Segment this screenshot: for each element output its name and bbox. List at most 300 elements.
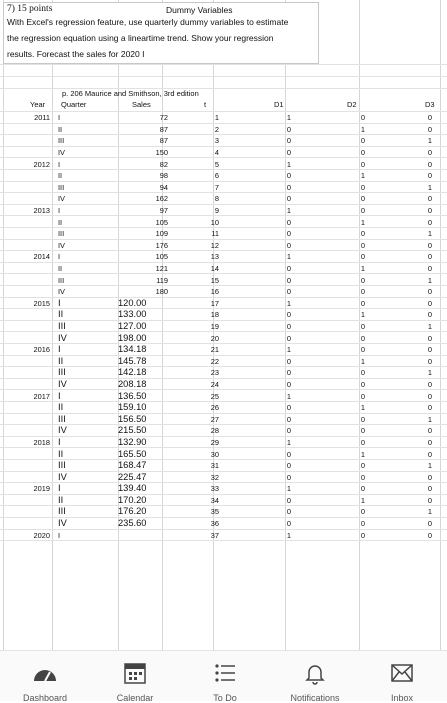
cell-quarter[interactable]: II — [58, 494, 64, 505]
cell-t[interactable]: 5 — [214, 159, 219, 169]
grid-line — [0, 436, 447, 437]
cell-sales[interactable]: 180 — [155, 287, 168, 297]
cell-t[interactable]: 11 — [211, 229, 219, 239]
cell-t[interactable]: 20 — [210, 333, 219, 343]
cell-quarter[interactable]: II — [58, 124, 63, 134]
cell-d1[interactable]: 1 — [286, 159, 291, 169]
cell-t[interactable]: 29 — [210, 437, 219, 447]
cell-quarter[interactable]: III — [58, 136, 65, 146]
cell-sales[interactable]: 225.47 — [118, 471, 147, 482]
cell-d3[interactable]: 0 — [427, 310, 432, 320]
cell-t[interactable]: 8 — [214, 194, 219, 204]
grid-line — [0, 413, 447, 414]
cell-d3[interactable]: 0 — [427, 403, 432, 413]
cell-year[interactable]: 2018 — [33, 437, 50, 447]
cell-d3[interactable]: 0 — [427, 495, 432, 505]
cell-quarter[interactable]: II — [58, 171, 63, 181]
cell-sales[interactable]: 98 — [159, 171, 168, 181]
cell-d1[interactable]: 1 — [286, 298, 291, 308]
cell-quarter[interactable]: III — [58, 460, 66, 471]
cell-d2[interactable]: 0 — [360, 113, 365, 123]
cell-quarter[interactable]: IV — [58, 332, 67, 343]
cell-year[interactable]: 2011 — [34, 113, 50, 123]
cell-sales[interactable]: 82 — [159, 159, 168, 169]
cell-t[interactable]: 3 — [214, 136, 219, 146]
cell-d1[interactable]: 0 — [286, 472, 291, 482]
cell-d2[interactable]: 0 — [360, 333, 365, 343]
cell-sales[interactable]: 136.50 — [118, 390, 147, 401]
cell-t[interactable]: 35 — [210, 507, 219, 517]
nav-inbox-label: Inbox — [390, 693, 414, 703]
cell-sales[interactable]: 105 — [155, 217, 168, 227]
cell-d3[interactable]: 0 — [427, 298, 432, 308]
cell-d2[interactable]: 0 — [360, 530, 365, 540]
cell-d1[interactable]: 0 — [286, 240, 291, 250]
cell-d2[interactable]: 0 — [360, 194, 365, 204]
cell-sales[interactable]: 139.40 — [118, 483, 147, 494]
cell-d1[interactable]: 0 — [286, 264, 291, 274]
cell-sales[interactable]: 132.90 — [118, 436, 147, 447]
grid-line — [440, 0, 441, 650]
cell-d1[interactable]: 0 — [286, 321, 291, 331]
problem-statement-box — [3, 2, 319, 64]
cell-t[interactable]: 24 — [210, 379, 219, 389]
cell-d3[interactable]: 1 — [427, 461, 432, 471]
cell-d1[interactable]: 0 — [286, 333, 291, 343]
cell-d3[interactable]: 0 — [427, 426, 432, 436]
grid-line — [0, 204, 447, 205]
cell-quarter[interactable]: I — [58, 436, 61, 447]
cell-sales[interactable]: 72 — [159, 113, 168, 123]
cell-d3[interactable]: 0 — [427, 240, 432, 250]
cell-d3[interactable]: 0 — [427, 437, 432, 447]
cell-quarter[interactable]: IV — [58, 194, 65, 204]
cell-quarter[interactable]: III — [58, 506, 66, 517]
cell-year[interactable]: 2020 — [33, 530, 50, 540]
cell-t[interactable]: 26 — [210, 403, 219, 413]
problem-line-2: the regression equation using a lineartime trend. Show your regression — [7, 33, 274, 43]
cell-d2[interactable]: 0 — [360, 391, 365, 401]
cell-d3[interactable]: 1 — [427, 507, 432, 517]
cell-t[interactable]: 19 — [210, 321, 219, 331]
cell-sales[interactable]: 145.78 — [118, 355, 147, 366]
cell-sales[interactable]: 150 — [155, 148, 168, 158]
grid-line — [0, 308, 447, 309]
cell-t[interactable]: 4 — [214, 148, 219, 158]
grid-line — [0, 227, 447, 228]
col-header-quarter: Quarter — [61, 100, 87, 109]
cell-d2[interactable]: 1 — [360, 171, 365, 181]
cell-quarter[interactable]: III — [58, 413, 66, 424]
grid-line — [0, 273, 447, 274]
cell-sales[interactable]: 198.00 — [118, 332, 147, 343]
cell-sales[interactable]: 119 — [156, 275, 168, 285]
cell-sales[interactable]: 208.18 — [118, 378, 147, 389]
cell-d1[interactable]: 0 — [286, 194, 291, 204]
cell-d2[interactable]: 0 — [360, 379, 365, 389]
grid-line — [0, 355, 447, 356]
grid-line — [0, 378, 447, 379]
todo-list-icon — [213, 661, 237, 685]
cell-t[interactable]: 1 — [214, 113, 219, 123]
cell-t[interactable]: 13 — [210, 252, 219, 262]
cell-quarter[interactable]: II — [58, 309, 64, 320]
cell-d1[interactable]: 1 — [286, 437, 291, 447]
cell-d2[interactable]: 0 — [360, 426, 365, 436]
cell-d2[interactable]: 1 — [360, 449, 365, 459]
grid-line — [0, 331, 447, 332]
grid-line — [0, 459, 447, 460]
grid-line — [0, 447, 447, 448]
cell-d2[interactable]: 0 — [360, 206, 365, 216]
cell-sales[interactable]: 168.47 — [118, 460, 147, 471]
cell-d3[interactable]: 0 — [427, 379, 432, 389]
cell-year[interactable]: 2019 — [33, 484, 50, 494]
grid-line — [0, 239, 447, 240]
grid-line — [0, 540, 447, 541]
cell-d2[interactable]: 0 — [360, 461, 365, 471]
cell-sales[interactable]: 109 — [155, 229, 168, 239]
cell-d3[interactable]: 0 — [427, 124, 432, 134]
cell-t[interactable]: 36 — [210, 519, 219, 529]
cell-t[interactable]: 7 — [214, 182, 219, 192]
cell-d1[interactable]: 0 — [286, 495, 291, 505]
cell-year[interactable]: 2014 — [33, 252, 50, 262]
cell-d2[interactable]: 0 — [360, 472, 365, 482]
cell-sales[interactable]: 215.50 — [118, 425, 147, 436]
cell-d3[interactable]: 0 — [427, 519, 432, 529]
cell-d2[interactable]: 0 — [360, 437, 365, 447]
cell-d1[interactable]: 0 — [286, 136, 291, 146]
cell-d3[interactable]: 1 — [427, 321, 432, 331]
cell-year[interactable]: 2015 — [33, 298, 50, 308]
cell-d1[interactable]: 0 — [286, 171, 291, 181]
cell-d2[interactable]: 0 — [360, 321, 365, 331]
cell-d1[interactable]: 0 — [286, 403, 291, 413]
cell-sales[interactable]: 134.18 — [118, 344, 147, 355]
problem-line-3: results. Forecast the sales for 2020 I — [7, 49, 145, 59]
cell-d1[interactable]: 0 — [286, 148, 291, 158]
cell-d3[interactable]: 0 — [427, 159, 432, 169]
cell-sales[interactable]: 176 — [155, 240, 168, 250]
cell-sales[interactable]: 156.50 — [118, 413, 147, 424]
cell-d1[interactable]: 0 — [286, 124, 291, 134]
cell-quarter[interactable]: I — [58, 159, 61, 169]
cell-quarter[interactable]: IV — [58, 287, 65, 297]
cell-quarter[interactable]: II — [58, 402, 64, 413]
cell-year[interactable]: 2013 — [33, 206, 50, 216]
cell-d2[interactable]: 1 — [360, 403, 365, 413]
cell-t[interactable]: 9 — [214, 206, 219, 216]
cell-quarter[interactable]: II — [58, 264, 63, 274]
cell-quarter[interactable]: I — [58, 252, 61, 262]
col-header-year: Year — [30, 100, 46, 109]
grid-line — [0, 134, 447, 135]
inbox-icon — [390, 661, 414, 685]
cell-sales[interactable]: 97 — [159, 206, 168, 216]
cell-d1[interactable]: 1 — [286, 345, 291, 355]
cell-t[interactable]: 25 — [210, 391, 219, 401]
cell-d1[interactable]: 0 — [286, 356, 291, 366]
cell-quarter[interactable]: I — [58, 483, 61, 494]
grid-line — [0, 76, 447, 77]
col-header-d1: D1 — [274, 100, 284, 109]
cell-sales[interactable]: 121 — [155, 264, 168, 274]
calendar-icon — [123, 661, 147, 685]
grid-line — [0, 146, 447, 147]
cell-sales[interactable]: 87 — [159, 136, 168, 146]
grid-line — [0, 192, 447, 193]
cell-d3[interactable]: 1 — [427, 414, 432, 424]
cell-t[interactable]: 30 — [210, 449, 219, 459]
cell-d3[interactable]: 0 — [427, 287, 432, 297]
cell-d1[interactable]: 0 — [286, 507, 291, 517]
cell-quarter[interactable]: III — [58, 367, 66, 378]
cell-sales[interactable]: 176.20 — [118, 506, 147, 517]
cell-d3[interactable]: 0 — [427, 252, 432, 262]
cell-quarter[interactable]: I — [58, 390, 61, 401]
cell-t[interactable]: 22 — [210, 356, 219, 366]
cell-d2[interactable]: 0 — [360, 275, 365, 285]
cell-t[interactable]: 27 — [210, 414, 219, 424]
nav-inbox[interactable] — [357, 651, 447, 701]
cell-d3[interactable]: 0 — [427, 391, 432, 401]
cell-t[interactable]: 10 — [210, 217, 219, 227]
cell-d1[interactable]: 1 — [286, 113, 291, 123]
cell-d2[interactable]: 1 — [360, 310, 365, 320]
cell-t[interactable]: 6 — [214, 171, 219, 181]
cell-sales[interactable]: 133.00 — [118, 309, 147, 320]
cell-year[interactable]: 2012 — [33, 159, 50, 169]
cell-quarter[interactable]: III — [58, 229, 65, 239]
cell-d3[interactable]: 0 — [427, 356, 432, 366]
source-citation: p. 206 Maurice and Smithson, 3rd edition — [62, 89, 199, 98]
grid-line — [0, 157, 447, 158]
cell-t[interactable]: 12 — [210, 240, 219, 250]
cell-d1[interactable]: 0 — [286, 287, 291, 297]
grid-line — [0, 482, 447, 483]
cell-d2[interactable]: 0 — [360, 240, 365, 250]
grid-line — [0, 401, 447, 402]
cell-t[interactable]: 28 — [210, 426, 219, 436]
bell-icon — [303, 661, 327, 685]
grid-line — [0, 389, 447, 390]
cell-d2[interactable]: 0 — [360, 287, 365, 297]
problem-line-1: With Excel's regression feature, use quarterly dummy variables to estimate — [7, 17, 289, 27]
cell-sales[interactable]: 105 — [155, 252, 168, 262]
cell-quarter[interactable]: IV — [58, 518, 67, 529]
cell-d3[interactable]: 0 — [427, 206, 432, 216]
nav-dashboard[interactable] — [0, 651, 90, 701]
cell-d2[interactable]: 1 — [360, 356, 365, 366]
cell-d2[interactable]: 1 — [360, 264, 365, 274]
cell-d3[interactable]: 0 — [427, 484, 432, 494]
grid-line — [0, 494, 447, 495]
grid-line — [0, 250, 447, 251]
cell-t[interactable]: 37 — [210, 530, 219, 540]
nav-calendar-label: Calendar — [116, 693, 154, 703]
data-table — [0, 112, 432, 541]
cell-d3[interactable]: 1 — [427, 229, 432, 239]
cell-d1[interactable]: 1 — [286, 530, 291, 540]
cell-d1[interactable]: 0 — [286, 426, 291, 436]
cell-d2[interactable]: 0 — [360, 414, 365, 424]
cell-d3[interactable]: 0 — [427, 345, 432, 355]
grid-line — [0, 529, 447, 530]
cell-t[interactable]: 23 — [210, 368, 219, 378]
grid-line — [0, 471, 447, 472]
cell-t[interactable]: 2 — [214, 124, 219, 134]
grid-line — [0, 123, 447, 124]
cell-sales[interactable]: 235.60 — [118, 518, 147, 529]
grid-line — [0, 215, 447, 216]
cell-year[interactable]: 2016 — [33, 345, 50, 355]
grid-line — [0, 181, 447, 182]
problem-points: 7) 15 points — [7, 4, 53, 14]
grid-line — [0, 505, 447, 506]
cell-sales[interactable]: 142.18 — [118, 367, 147, 378]
cell-d1[interactable]: 0 — [286, 310, 291, 320]
cell-t[interactable]: 14 — [210, 264, 219, 274]
cell-quarter[interactable]: II — [58, 355, 64, 366]
cell-t[interactable]: 34 — [210, 495, 219, 505]
grid-line — [0, 262, 447, 263]
cell-d3[interactable]: 1 — [427, 368, 432, 378]
grid-line — [0, 285, 447, 286]
cell-d1[interactable]: 0 — [286, 449, 291, 459]
cell-d3[interactable]: 0 — [427, 171, 432, 181]
cell-quarter[interactable]: I — [58, 344, 61, 355]
cell-d1[interactable]: 0 — [286, 217, 291, 227]
nav-calendar[interactable] — [90, 651, 180, 701]
col-header-d2: D2 — [347, 100, 357, 109]
cell-d1[interactable]: 0 — [286, 414, 291, 424]
cell-quarter[interactable]: IV — [58, 240, 65, 250]
cell-d2[interactable]: 0 — [360, 519, 365, 529]
cell-d2[interactable]: 1 — [360, 495, 365, 505]
cell-sales[interactable]: 170.20 — [118, 494, 147, 505]
cell-d2[interactable]: 0 — [360, 368, 365, 378]
cell-d1[interactable]: 0 — [286, 368, 291, 378]
cell-d1[interactable]: 0 — [286, 275, 291, 285]
cell-d2[interactable]: 0 — [360, 345, 365, 355]
cell-d3[interactable]: 0 — [427, 530, 432, 540]
nav-todo[interactable] — [180, 651, 270, 701]
cell-d2[interactable]: 0 — [360, 159, 365, 169]
cell-t[interactable]: 21 — [210, 345, 219, 355]
cell-d2[interactable]: 0 — [360, 136, 365, 146]
cell-quarter[interactable]: III — [58, 320, 66, 331]
cell-d2[interactable]: 0 — [360, 148, 365, 158]
cell-d1[interactable]: 0 — [286, 379, 291, 389]
cell-d3[interactable]: 0 — [427, 449, 432, 459]
cell-quarter[interactable]: IV — [58, 378, 67, 389]
cell-quarter[interactable]: II — [58, 448, 64, 459]
cell-d2[interactable]: 0 — [360, 507, 365, 517]
cell-d2[interactable]: 0 — [360, 182, 365, 192]
nav-notifications-label: Notifications — [290, 693, 340, 703]
cell-d3[interactable]: 0 — [427, 264, 432, 274]
cell-d2[interactable]: 0 — [360, 229, 365, 239]
grid-line — [0, 343, 447, 344]
cell-d1[interactable]: 0 — [286, 182, 291, 192]
cell-t[interactable]: 31 — [210, 461, 219, 471]
cell-sales[interactable]: 87 — [159, 124, 168, 134]
cell-d3[interactable]: 1 — [427, 136, 432, 146]
cell-quarter[interactable]: IV — [58, 425, 67, 436]
grid-line — [0, 320, 447, 321]
cell-t[interactable]: 18 — [210, 310, 219, 320]
cell-d2[interactable]: 1 — [360, 124, 365, 134]
cell-quarter[interactable]: IV — [58, 148, 65, 158]
cell-quarter[interactable]: I — [58, 297, 61, 308]
grid-line — [0, 517, 447, 518]
cell-d2[interactable]: 0 — [360, 252, 365, 262]
cell-quarter[interactable]: I — [58, 530, 61, 540]
cell-t[interactable]: 16 — [210, 287, 219, 297]
cell-d1[interactable]: 0 — [286, 519, 291, 529]
cell-d2[interactable]: 1 — [360, 217, 365, 227]
cell-t[interactable]: 32 — [210, 472, 219, 482]
cell-t[interactable]: 15 — [210, 275, 219, 285]
bottom-navigation-bar — [0, 650, 447, 701]
cell-sales[interactable]: 94 — [159, 182, 168, 192]
cell-sales[interactable]: 127.00 — [118, 320, 147, 331]
cell-sales[interactable]: 159.10 — [118, 402, 147, 413]
cell-d2[interactable]: 0 — [360, 298, 365, 308]
nav-notifications[interactable] — [270, 651, 360, 701]
cell-t[interactable]: 17 — [210, 298, 219, 308]
cell-d1[interactable]: 0 — [286, 229, 291, 239]
nav-todo-label: To Do — [213, 693, 237, 703]
cell-year[interactable]: 2017 — [33, 391, 50, 401]
problem-title: Dummy Variables — [166, 5, 233, 15]
cell-d3[interactable]: 0 — [427, 148, 432, 158]
col-header-d3: D3 — [425, 100, 435, 109]
cell-quarter[interactable]: IV — [58, 471, 67, 482]
cell-quarter[interactable]: III — [58, 275, 65, 285]
cell-quarter[interactable]: III — [58, 182, 65, 192]
cell-sales[interactable]: 165.50 — [118, 448, 147, 459]
cell-d1[interactable]: 1 — [286, 252, 291, 262]
cell-d3[interactable]: 0 — [427, 472, 432, 482]
cell-quarter[interactable]: I — [58, 113, 61, 123]
cell-d1[interactable]: 1 — [286, 391, 291, 401]
col-header-sales: Sales — [132, 100, 151, 109]
col-header-t: t — [204, 100, 207, 109]
cell-d3[interactable]: 1 — [427, 182, 432, 192]
cell-d3[interactable]: 0 — [427, 194, 432, 204]
grid-line — [0, 424, 447, 425]
cell-d3[interactable]: 0 — [427, 217, 432, 227]
cell-sales[interactable]: 162 — [155, 194, 168, 204]
cell-d1[interactable]: 0 — [286, 461, 291, 471]
cell-d3[interactable]: 1 — [427, 275, 432, 285]
cell-d1[interactable]: 1 — [286, 484, 291, 494]
grid-line — [0, 297, 447, 298]
cell-d3[interactable]: 0 — [427, 333, 432, 343]
cell-sales[interactable]: 120.00 — [118, 297, 147, 308]
cell-quarter[interactable]: I — [58, 206, 61, 216]
cell-d3[interactable]: 0 — [427, 113, 432, 123]
cell-d1[interactable]: 1 — [286, 206, 291, 216]
cell-t[interactable]: 33 — [210, 484, 219, 494]
nav-dashboard-label: Dashboard — [22, 693, 68, 703]
cell-d2[interactable]: 0 — [360, 484, 365, 494]
grid-line — [0, 366, 447, 367]
dashboard-icon — [32, 661, 58, 685]
cell-quarter[interactable]: II — [58, 217, 63, 227]
